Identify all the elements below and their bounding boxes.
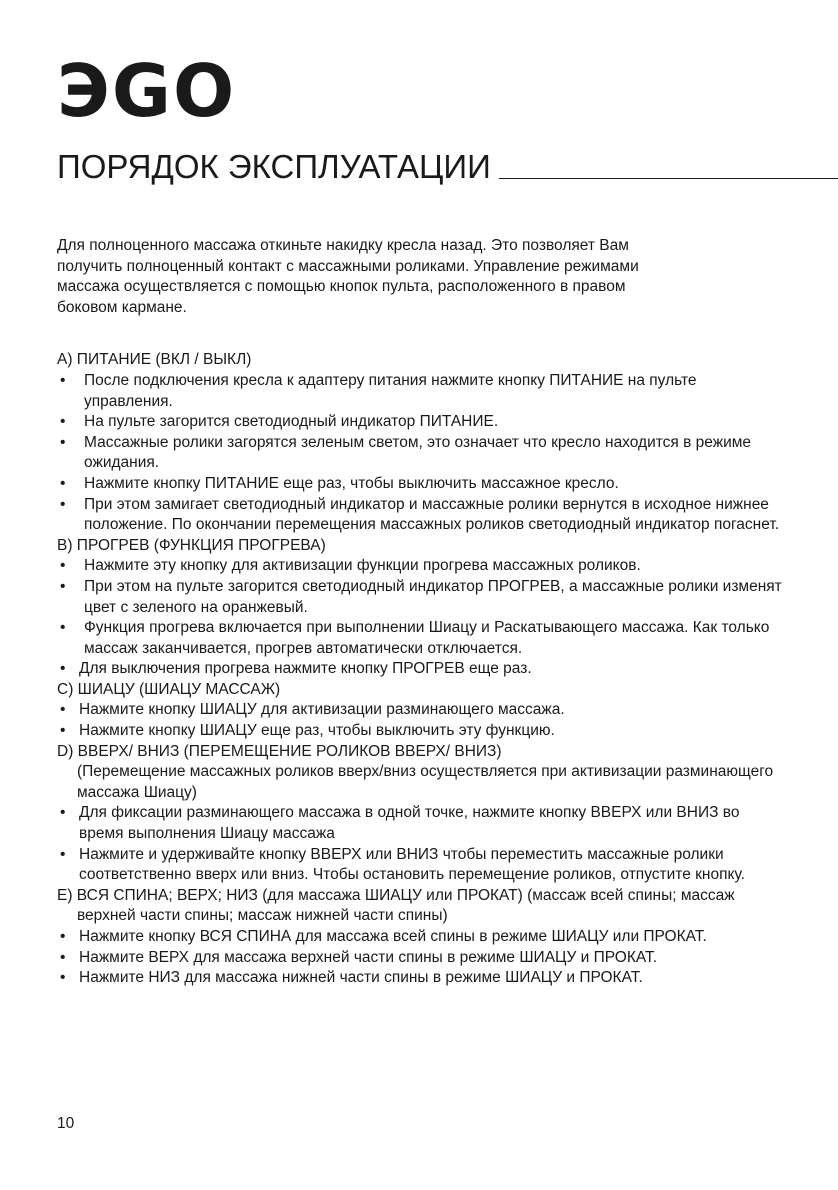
list-item: • При этом замигает светодиодный индикатор и массажные ролики вернутся в исходное нижнее положение. По окончании перемещения массажных роликов светодиодный индикатор погаснет. bbox=[57, 495, 787, 536]
list-item: • Для фиксации разминающего массажа в одной точке, нажмите кнопку ВВЕРХ или ВНИЗ во время выполнения Шиацу массажа bbox=[57, 803, 787, 844]
list-item: • Нажмите ВЕРХ для массажа верхней части спины в режиме ШИАЦУ и ПРОКАТ. bbox=[57, 948, 787, 969]
section-up-down bbox=[57, 742, 787, 886]
section-heading: А) ПИТАНИЕ (ВКЛ / ВЫКЛ) bbox=[57, 351, 252, 369]
section-power bbox=[57, 350, 787, 535]
list-item: • Нажмите кнопку ШИАЦУ для активизации разминающего массажа. bbox=[57, 700, 787, 721]
page-title: ПОРЯДОК ЭКСПЛУАТАЦИИ bbox=[57, 148, 491, 185]
bullet-list bbox=[57, 803, 787, 885]
list-item: • Нажмите кнопку ВСЯ СПИНА для массажа всей спины в режиме ШИАЦУ или ПРОКАТ. bbox=[57, 927, 787, 948]
list-item: • При этом на пульте загорится светодиодный индикатор ПРОГРЕВ, а массажные ролики изменят цвет с зеленого на оранжевый. bbox=[57, 577, 787, 618]
section-heading: В) ПРОГРЕВ (ФУНКЦИЯ ПРОГРЕВА) bbox=[57, 536, 326, 554]
list-item: • Функция прогрева включается при выполнении Шиацу и Раскатывающего массажа. Как только массаж заканчивается, прогрев автоматически отключается. bbox=[57, 618, 787, 659]
list-item: • Для выключения прогрева нажмите кнопку ПРОГРЕВ еще раз. bbox=[57, 659, 787, 680]
list-item: • После подключения кресла к адаптеру питания нажмите кнопку ПИТАНИЕ на пульте управления. bbox=[57, 371, 787, 412]
instruction-sections bbox=[57, 350, 787, 988]
intro-line: получить полноценный контакт с массажными роликами. Управление режимами bbox=[57, 257, 639, 275]
list-item: • Нажмите кнопку ПИТАНИЕ еще раз, чтобы выключить массажное кресло. bbox=[57, 474, 787, 495]
page-number: 10 bbox=[57, 1115, 75, 1132]
list-item: • Нажмите кнопку ШИАЦУ еще раз, чтобы выключить эту функцию. bbox=[57, 721, 787, 742]
list-item: • Нажмите и удерживайте кнопку ВВЕРХ или ВНИЗ чтобы переместить массажные ролики соответственно вверх или вниз. Чтобы остановить перемещение роликов, отпустите кнопку. bbox=[57, 845, 787, 886]
title-underline bbox=[499, 178, 838, 179]
intro-line: боковом кармане. bbox=[57, 298, 187, 316]
section-back-zones bbox=[57, 886, 787, 989]
list-item: • Массажные ролики загорятся зеленым светом, это означает что кресло находится в режиме ожидания. bbox=[57, 433, 787, 474]
section-note: (Перемещение массажных роликов вверх/вниз осуществляется при активизации разминающего массажа Шиацу) bbox=[77, 763, 774, 801]
page-title-row bbox=[57, 148, 838, 186]
section-heading: Е) ВСЯ СПИНА; ВЕРХ; НИЗ (для массажа ШИАЦУ или ПРОКАТ) (массаж всей спины; массаж верхней части спины; массаж нижней части спины) bbox=[57, 886, 735, 925]
list-item: • На пульте загорится светодиодный индикатор ПИТАНИЕ. bbox=[57, 412, 787, 433]
list-item: • Нажмите эту кнопку для активизации функции прогрева массажных роликов. bbox=[57, 556, 787, 577]
section-heating bbox=[57, 536, 787, 680]
list-item: • Нажмите НИЗ для массажа нижней части спины в режиме ШИАЦУ и ПРОКАТ. bbox=[57, 968, 787, 989]
intro-paragraph bbox=[57, 236, 787, 318]
bullet-list bbox=[57, 371, 787, 536]
document-body bbox=[57, 236, 787, 989]
brand-logo: ЭGO bbox=[57, 49, 237, 133]
section-heading: D) ВВЕРХ/ ВНИЗ (ПЕРЕМЕЩЕНИЕ РОЛИКОВ ВВЕРХ/ ВНИЗ) bbox=[57, 742, 502, 760]
bullet-list bbox=[57, 927, 787, 989]
bullet-list bbox=[57, 700, 787, 741]
bullet-list bbox=[57, 556, 787, 680]
section-shiatsu bbox=[57, 680, 787, 742]
section-heading: С) ШИАЦУ (ШИАЦУ МАССАЖ) bbox=[57, 680, 281, 698]
intro-line: Для полноценного массажа откиньте накидку кресла назад. Это позволяет Вам bbox=[57, 237, 629, 254]
intro-line: массажа осуществляется с помощью кнопок пульта, расположенного в правом bbox=[57, 278, 626, 296]
